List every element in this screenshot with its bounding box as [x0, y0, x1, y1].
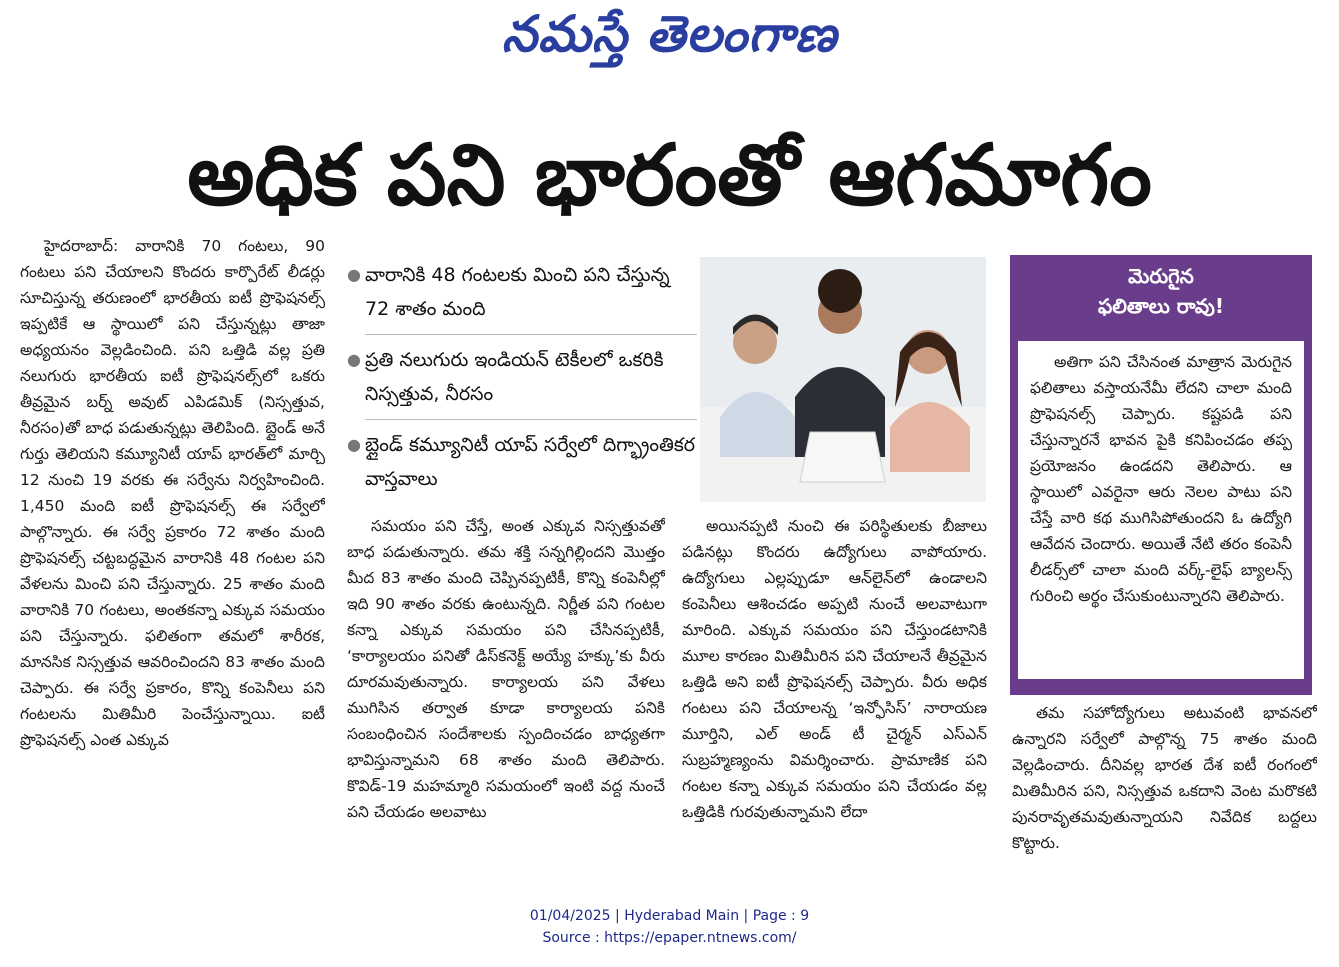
bullet-icon: ●: [347, 435, 361, 454]
article-column-1: [20, 233, 325, 878]
sidebar-body: [1018, 341, 1304, 679]
highlight-text: బ్లైండ్ కమ్యూనిటీ యాప్ సర్వేలో దిగ్భ్రాంతికర వాస్తవాలు: [365, 434, 696, 490]
office-workers-illustration: [700, 257, 986, 502]
sidebar-text: అతిగా పని చేసినంత మాత్రాన మెరుగైన ఫలితాలు వస్తాయనేమీ లేదని చాలా మంది ప్రొఫెషనల్స్ చెప్పారు. కష్టపడి పని చేస్తున్నారనే భావన పైకి కనిపించడం తప్ప ప్రయోజనం ఉండదని తెలిపారు. ఆ స్థాయిలో ఎవరైనా ఆరు నెలల పాటు పని చేస్తే వారి కథ ముగిసిపోతుందని ఓ ఉద్యోగి ఆవేదన చెందారు. అయితే నేటి తరం కంపెనీ లీడర్స్‌లో చాలా మంది వర్క్-లైఫ్ బ్యాలన్స్ గురించి అర్థం చేసుకుంటున్నారని తెలిపారు.: [1030, 353, 1292, 605]
sidebar-box: [1010, 255, 1312, 695]
bullet-icon: ●: [347, 265, 361, 284]
article-column-3: [682, 513, 987, 878]
article-photo: [700, 257, 986, 502]
sidebar-title-line: మెరుగైన: [1128, 264, 1194, 288]
headline: అధిక పని భారంతో ఆగమాగం: [187, 126, 1152, 224]
highlight-text: వారానికి 48 గంటలకు మించి పని చేస్తున్న 72 శాతం మంది: [365, 264, 670, 320]
bullet-icon: ●: [347, 350, 361, 369]
footer-date-edition: 01/04/2025 | Hyderabad Main | Page : 9: [529, 908, 810, 924]
sidebar-title-line: ఫలితాలు రావు!: [1097, 294, 1224, 318]
highlights-box: [347, 258, 697, 508]
divider: [365, 334, 697, 335]
highlight-item: [347, 343, 697, 411]
article-column-2: [347, 513, 665, 878]
article-text: అయినప్పటి నుంచి ఈ పరిస్థితులకు బీజాలు పడినట్లు కొందరు ఉద్యోగులు వాపోయారు. ఉద్యోగులు ఎల్లప్పుడూ ఆన్‌లైన్‌లో ఉండాలని కంపెనీలు ఆశించడం అప్పటి నుంచే అలవాటుగా మారింది. ఎక్కువ సమయం పని చేస్తుండటానికి మూల కారణం మితిమీరిన పని చేయాలనే తీవ్రమైన ఒత్తిడి అని ఐటీ ప్రొఫెషనల్స్ చెప్పారు. వీరు అధిక గంటలు పని చేయాలన్న ‘ఇన్ఫోసిస్’ నారాయణ మూర్తిని, ఎల్ అండ్ టీ చైర్మన్ ఎస్ఎన్ సుబ్రహ్మణ్యంను విమర్శించారు. ప్రామాణిక పని గంటల కన్నా ఎక్కువ సమయం పని చేయడం వల్ల ఒత్తిడికి గురవుతున్నామని లేదా: [682, 517, 987, 821]
article-text: హైదరాబాద్: వారానికి 70 గంటలు, 90 గంటలు పని చేయాలని కొందరు కార్పొరేట్ లీడర్లు సూచిస్తున్న తరుణంలో భారతీయ ఐటీ ప్రొఫెషనల్స్ ఇప్పటికే ఆ స్థాయిలో పని చేస్తున్నట్లు తాజా అధ్యయనం వెల్లడించింది. పని ఒత్తిడి వల్ల ప్రతి నలుగురు భారతీయ ఐటీ ప్రొఫెషనల్స్‌లో ఒకరు తీవ్రమైన బర్న్ అవుట్ ఎపిడమిక్ (నిస్సత్తువ, నీరసం)తో బాధ పడుతున్నట్లు తెలిపింది. బ్లైండ్ అనే గుర్తు తెలియని కమ్యూనిటీ యాప్ భారత్‌లో మార్చి 12 నుంచి 19 వరకు ఈ సర్వేను నిర్వహించింది. 1,450 మంది ఐటీ ప్రొఫెషనల్స్ ఈ సర్వేలో పాల్గొన్నారు. ఈ సర్వే ప్రకారం 72 శాతం మంది ప్రొఫెషనల్స్ చట్టబద్ధమైన వారానికి 48 గంటల పని వేళలను మించి పని చేస్తున్నారు. 25 శాతం మంది వారానికి 70 గంటలు, అంతకన్నా ఎక్కువ సమయం పని చేస్తున్నారు. ఫలితంగా తమలో శారీరక, మానసిక నిస్సత్తువ ఆవరించిందని 83 శాతం మంది చెప్పారు. ఈ సర్వే ప్రకారం, కొన్ని కంపెనీలు పని గంటలను మితిమీరి పెంచేస్తున్నాయి. ఐటీ ప్రొఫెషనల్స్ ఎంత ఎక్కువ: [20, 237, 325, 749]
article-column-4: [1012, 700, 1317, 878]
article-text: తమ సహోద్యోగులు అటువంటి భావనలో ఉన్నారని సర్వేలో పాల్గొన్న 75 శాతం మంది వెల్లడించారు. దీనివల్ల భారత దేశ ఐటీ రంగంలో మితిమీరిన పని, నిస్సత్తువ ఒకదాని వెంట మరొకటి పునరావృతమవుతున్నాయని నివేదిక బద్దలు కొట్టారు.: [1012, 704, 1317, 852]
highlight-item: [347, 428, 697, 496]
divider: [365, 419, 697, 420]
masthead-logo: నమస్తే తెలంగాణ: [501, 4, 838, 63]
footer-source: Source : https://epaper.ntnews.com/: [542, 930, 797, 946]
page-footer: [0, 905, 1339, 949]
highlight-text: ప్రతి నలుగురు ఇండియన్ టెకీలలో ఒకరికి నిస్సత్తువ, నీరసం: [365, 349, 664, 405]
sidebar-title: [1018, 255, 1304, 341]
article-text: సమయం పని చేస్తే, అంత ఎక్కువ నిస్సత్తువతో బాధ పడుతున్నారు. తమ శక్తి సన్నగిల్లిందని మొత్తం మీద 83 శాతం మంది చెప్పినప్పటికీ, కొన్ని కంపెనీల్లో ఇది 90 శాతం వరకు ఉంటున్నది. నిర్ణీత పని గంటల కన్నా ఎక్కువ సమయం పని చేసినప్పటికీ, ‘కార్యాలయం పనితో డిస్‌కనెక్ట్ అయ్యే హక్కు’కు వీరు దూరమవుతున్నారు. కార్యాలయ పని వేళలు ముగిసిన తర్వాత కూడా కార్యాలయ పనికి సంబంధించిన సందేశాలకు స్పందించడం బాధ్యతగా భావిస్తున్నామని 68 శాతం మంది తెలిపారు. కొవిడ్-19 మహమ్మారి సమయంలో ఇంటి వద్ద నుంచే పని చేయడం అలవాటు: [347, 517, 665, 821]
highlight-item: [347, 258, 697, 326]
